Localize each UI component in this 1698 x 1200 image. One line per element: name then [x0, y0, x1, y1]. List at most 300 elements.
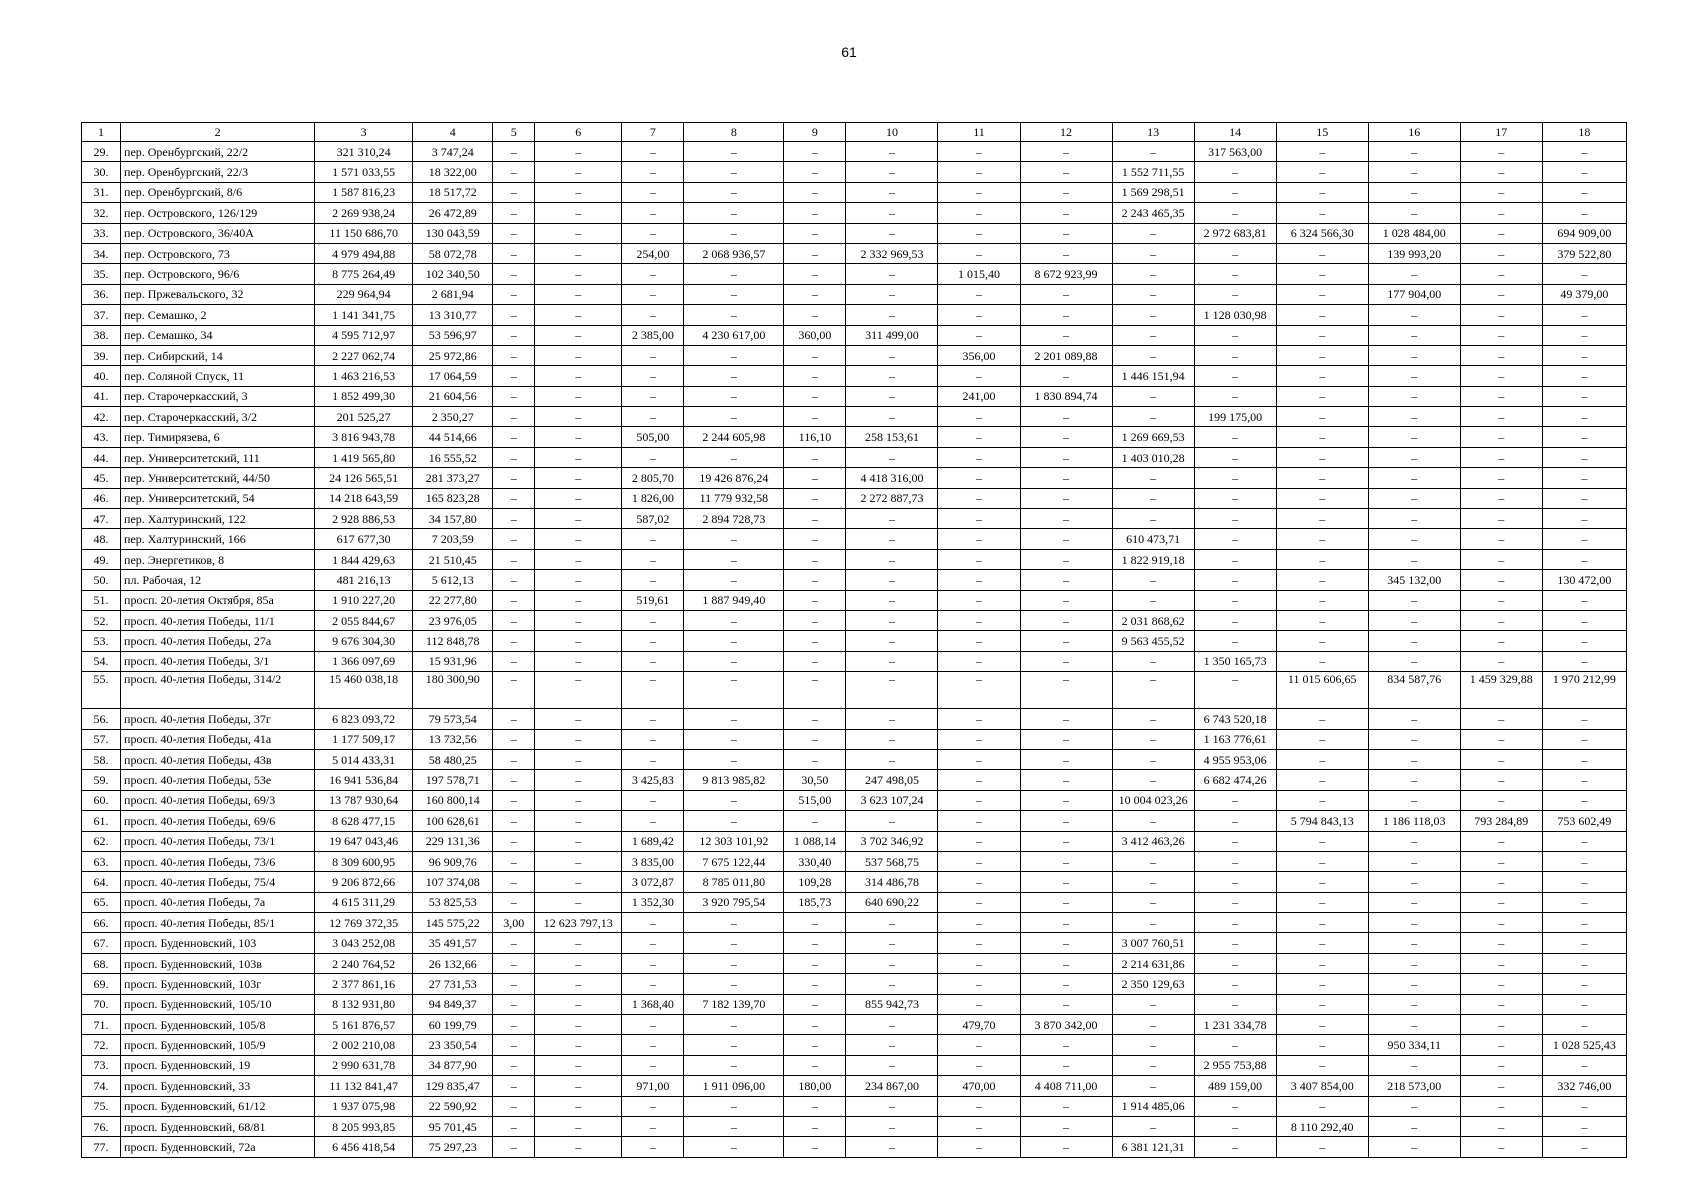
value-cell: –	[784, 994, 846, 1014]
value-cell: –	[938, 913, 1020, 933]
table-row	[82, 1015, 1627, 1035]
value-cell: 177 904,00	[1368, 284, 1460, 304]
value-cell: –	[1112, 468, 1194, 488]
value-cell: –	[784, 590, 846, 610]
value-cell: –	[493, 953, 535, 973]
value-cell: –	[493, 709, 535, 729]
value-cell: 180,00	[784, 1076, 846, 1096]
value-cell: –	[938, 953, 1020, 973]
column-header: 2	[121, 123, 315, 142]
value-cell: –	[1020, 913, 1112, 933]
table-row	[82, 305, 1627, 325]
value-cell: –	[1460, 182, 1542, 202]
address-cell: пер. Соляной Спуск, 11	[121, 366, 315, 386]
value-cell: –	[1542, 509, 1626, 529]
value-cell: –	[1194, 488, 1276, 508]
value-cell: –	[784, 631, 846, 651]
value-cell: –	[1112, 407, 1194, 427]
value-cell: 2 272 887,73	[846, 488, 938, 508]
value-cell: –	[535, 729, 622, 749]
row-number-cell: 33.	[82, 223, 121, 243]
value-cell: –	[493, 509, 535, 529]
value-cell: 3 043 252,08	[315, 933, 413, 953]
row-number-cell: 63.	[82, 851, 121, 871]
value-cell: –	[784, 729, 846, 749]
value-cell: –	[1194, 831, 1276, 851]
row-number-cell: 58.	[82, 749, 121, 769]
value-cell: 7 203,59	[413, 529, 493, 549]
value-cell: –	[622, 1116, 684, 1136]
value-cell: –	[784, 243, 846, 263]
address-cell: просп. 40-летия Победы, 41а	[121, 729, 315, 749]
value-cell: 332 746,00	[1542, 1076, 1626, 1096]
value-cell: –	[938, 872, 1020, 892]
value-cell: 515,00	[784, 790, 846, 810]
value-cell: 130 043,59	[413, 223, 493, 243]
value-cell: –	[535, 1035, 622, 1055]
table-row	[82, 892, 1627, 912]
value-cell: –	[1020, 974, 1112, 994]
value-cell: –	[493, 570, 535, 590]
row-number-cell: 70.	[82, 994, 121, 1014]
table-row	[82, 994, 1627, 1014]
value-cell: –	[1276, 427, 1368, 447]
value-cell: –	[784, 953, 846, 973]
value-cell: –	[784, 1116, 846, 1136]
row-number-cell: 73.	[82, 1055, 121, 1075]
value-cell: 34 157,80	[413, 509, 493, 529]
value-cell: –	[1020, 933, 1112, 953]
column-header: 4	[413, 123, 493, 142]
value-cell: –	[1020, 407, 1112, 427]
table-row	[82, 974, 1627, 994]
value-cell: 229 964,94	[315, 284, 413, 304]
value-cell: 1 571 033,55	[315, 162, 413, 182]
value-cell: –	[1020, 325, 1112, 345]
value-cell: –	[622, 709, 684, 729]
value-cell: –	[1368, 831, 1460, 851]
value-cell: –	[1460, 770, 1542, 790]
value-cell: 356,00	[938, 345, 1020, 365]
value-cell: –	[1112, 709, 1194, 729]
value-cell: –	[493, 1015, 535, 1035]
value-cell: 2 350 129,63	[1112, 974, 1194, 994]
value-cell: –	[1460, 610, 1542, 630]
value-cell: –	[1542, 162, 1626, 182]
value-cell: –	[493, 811, 535, 831]
value-cell: –	[535, 142, 622, 162]
value-cell: –	[784, 749, 846, 769]
value-cell: –	[535, 1096, 622, 1116]
table-row	[82, 590, 1627, 610]
value-cell: –	[1460, 590, 1542, 610]
value-cell: –	[938, 142, 1020, 162]
value-cell: –	[493, 994, 535, 1014]
value-cell: –	[1542, 974, 1626, 994]
value-cell: 1 911 096,00	[684, 1076, 784, 1096]
address-cell: просп. 40-летия Победы, 37г	[121, 709, 315, 729]
value-cell: –	[622, 953, 684, 973]
value-cell: –	[1194, 610, 1276, 630]
value-cell: –	[784, 447, 846, 467]
value-cell: –	[1368, 468, 1460, 488]
value-cell: –	[1194, 509, 1276, 529]
value-cell: 8 775 264,49	[315, 264, 413, 284]
table-row	[82, 749, 1627, 769]
value-cell: 1 826,00	[622, 488, 684, 508]
value-cell: –	[1460, 142, 1542, 162]
value-cell: –	[535, 243, 622, 263]
value-cell: –	[1542, 851, 1626, 871]
table-row	[82, 770, 1627, 790]
address-cell: просп. 40-летия Победы, 69/3	[121, 790, 315, 810]
address-cell: просп. Буденновский, 105/9	[121, 1035, 315, 1055]
value-cell: –	[493, 407, 535, 427]
value-cell: –	[1020, 468, 1112, 488]
address-cell: пер. Островского, 73	[121, 243, 315, 263]
table-row	[82, 651, 1627, 671]
row-number-cell: 34.	[82, 243, 121, 263]
value-cell: 1 569 298,51	[1112, 182, 1194, 202]
value-cell: –	[1542, 790, 1626, 810]
value-cell: –	[938, 851, 1020, 871]
value-cell: –	[846, 366, 938, 386]
value-cell: –	[535, 427, 622, 447]
value-cell: –	[1542, 549, 1626, 569]
value-cell: –	[1460, 468, 1542, 488]
value-cell: –	[1194, 672, 1276, 709]
value-cell: –	[535, 407, 622, 427]
value-cell: –	[535, 386, 622, 406]
value-cell: –	[1368, 203, 1460, 223]
value-cell: –	[1542, 651, 1626, 671]
value-cell: –	[1460, 305, 1542, 325]
value-cell: –	[622, 631, 684, 651]
value-cell: –	[1112, 913, 1194, 933]
value-cell: –	[1112, 590, 1194, 610]
value-cell: –	[535, 994, 622, 1014]
table-row	[82, 1137, 1627, 1157]
value-cell: –	[1020, 284, 1112, 304]
value-cell: –	[622, 203, 684, 223]
value-cell: –	[1194, 1096, 1276, 1116]
value-cell: 10 004 023,26	[1112, 790, 1194, 810]
value-cell: –	[784, 264, 846, 284]
value-cell: –	[1460, 974, 1542, 994]
value-cell: 11 779 932,58	[684, 488, 784, 508]
value-cell: –	[493, 284, 535, 304]
value-cell: –	[846, 162, 938, 182]
value-cell: 587,02	[622, 509, 684, 529]
value-cell: –	[535, 570, 622, 590]
value-cell: –	[535, 590, 622, 610]
value-cell: –	[1276, 529, 1368, 549]
value-cell: –	[1112, 1035, 1194, 1055]
table-row	[82, 953, 1627, 973]
table-row	[82, 142, 1627, 162]
value-cell: –	[1020, 994, 1112, 1014]
value-cell: –	[1460, 749, 1542, 769]
value-cell: –	[1276, 851, 1368, 871]
value-cell: –	[1020, 892, 1112, 912]
row-number-cell: 39.	[82, 345, 121, 365]
value-cell: 247 498,05	[846, 770, 938, 790]
value-cell: 1 368,40	[622, 994, 684, 1014]
value-cell: –	[493, 610, 535, 630]
value-cell: –	[938, 994, 1020, 1014]
address-cell: пер. Старочеркасский, 3/2	[121, 407, 315, 427]
value-cell: –	[1368, 325, 1460, 345]
value-cell: –	[1368, 590, 1460, 610]
value-cell: –	[1020, 651, 1112, 671]
table-row	[82, 610, 1627, 630]
value-cell: –	[1112, 770, 1194, 790]
address-cell: пер. Семашко, 2	[121, 305, 315, 325]
value-cell: –	[784, 933, 846, 953]
value-cell: 793 284,89	[1460, 811, 1542, 831]
value-cell: 58 480,25	[413, 749, 493, 769]
value-cell: 12 769 372,35	[315, 913, 413, 933]
address-cell: просп. Буденновский, 72а	[121, 1137, 315, 1157]
value-cell: –	[784, 182, 846, 202]
address-cell: просп. Буденновский, 33	[121, 1076, 315, 1096]
value-cell: –	[535, 325, 622, 345]
value-cell: –	[535, 1137, 622, 1157]
value-cell: 505,00	[622, 427, 684, 447]
value-cell: –	[684, 953, 784, 973]
value-cell: –	[784, 974, 846, 994]
value-cell: –	[1276, 509, 1368, 529]
address-cell: просп. 20-летия Октября, 85а	[121, 590, 315, 610]
value-cell: 321 310,24	[315, 142, 413, 162]
row-number-cell: 69.	[82, 974, 121, 994]
column-header: 8	[684, 123, 784, 142]
value-cell: –	[846, 509, 938, 529]
value-cell: 1 887 949,40	[684, 590, 784, 610]
value-cell: –	[493, 549, 535, 569]
value-cell: 8 628 477,15	[315, 811, 413, 831]
value-cell: 4 955 953,06	[1194, 749, 1276, 769]
value-cell: 6 324 566,30	[1276, 223, 1368, 243]
value-cell: –	[684, 264, 784, 284]
value-cell: –	[1460, 284, 1542, 304]
value-cell: –	[938, 709, 1020, 729]
table-row	[82, 913, 1627, 933]
value-cell: –	[622, 1096, 684, 1116]
value-cell: –	[1276, 243, 1368, 263]
value-cell: –	[622, 1137, 684, 1157]
value-cell: –	[1368, 851, 1460, 871]
value-cell: –	[1020, 182, 1112, 202]
value-cell: 753 602,49	[1542, 811, 1626, 831]
value-cell: –	[684, 1035, 784, 1055]
value-cell: –	[1020, 749, 1112, 769]
value-cell: –	[1020, 549, 1112, 569]
table-row	[82, 468, 1627, 488]
value-cell: –	[1460, 162, 1542, 182]
column-header: 12	[1020, 123, 1112, 142]
value-cell: –	[1112, 1015, 1194, 1035]
value-cell: –	[784, 811, 846, 831]
value-cell: –	[622, 447, 684, 467]
address-cell: просп. 40-летия Победы, 85/1	[121, 913, 315, 933]
value-cell: 1 163 776,61	[1194, 729, 1276, 749]
value-cell: 234 867,00	[846, 1076, 938, 1096]
value-cell: –	[784, 203, 846, 223]
value-cell: –	[1276, 770, 1368, 790]
table-row	[82, 509, 1627, 529]
value-cell: –	[938, 672, 1020, 709]
value-cell: –	[1368, 610, 1460, 630]
value-cell: –	[1276, 1015, 1368, 1035]
table-row	[82, 851, 1627, 871]
value-cell: 16 941 536,84	[315, 770, 413, 790]
value-cell: –	[535, 264, 622, 284]
value-cell: 3 072,87	[622, 872, 684, 892]
table-row	[82, 570, 1627, 590]
table-row	[82, 345, 1627, 365]
value-cell: 116,10	[784, 427, 846, 447]
value-cell: –	[1276, 1096, 1368, 1116]
value-cell: 44 514,66	[413, 427, 493, 447]
value-cell: –	[784, 651, 846, 671]
value-cell: 2 227 062,74	[315, 345, 413, 365]
value-cell: 2 377 861,16	[315, 974, 413, 994]
value-cell: 314 486,78	[846, 872, 938, 892]
value-cell: –	[846, 933, 938, 953]
value-cell: –	[1276, 284, 1368, 304]
value-cell: –	[1368, 709, 1460, 729]
value-cell: –	[1460, 1096, 1542, 1116]
value-cell: –	[1112, 892, 1194, 912]
value-cell: 129 835,47	[413, 1076, 493, 1096]
value-cell: –	[1276, 366, 1368, 386]
address-cell: пер. Семашко, 34	[121, 325, 315, 345]
value-cell: –	[622, 1055, 684, 1075]
value-cell: –	[535, 851, 622, 871]
value-cell: –	[784, 570, 846, 590]
value-cell: –	[1194, 590, 1276, 610]
value-cell: –	[1460, 549, 1542, 569]
value-cell: –	[1020, 672, 1112, 709]
value-cell: –	[1020, 851, 1112, 871]
value-cell: –	[1276, 468, 1368, 488]
value-cell: –	[535, 709, 622, 729]
value-cell: 241,00	[938, 386, 1020, 406]
value-cell: –	[1194, 872, 1276, 892]
row-number-cell: 42.	[82, 407, 121, 427]
value-cell: 489 159,00	[1194, 1076, 1276, 1096]
value-cell: –	[1368, 488, 1460, 508]
value-cell: –	[938, 284, 1020, 304]
value-cell: 139 993,20	[1368, 243, 1460, 263]
value-cell: –	[1460, 953, 1542, 973]
value-cell: 1 689,42	[622, 831, 684, 851]
value-cell: –	[1368, 345, 1460, 365]
value-cell: –	[846, 672, 938, 709]
value-cell: 2 681,94	[413, 284, 493, 304]
value-cell: –	[1112, 386, 1194, 406]
value-cell: –	[1276, 345, 1368, 365]
value-cell: –	[1020, 366, 1112, 386]
value-cell: –	[846, 549, 938, 569]
value-cell: 26 472,89	[413, 203, 493, 223]
table-row	[82, 790, 1627, 810]
address-cell: просп. Буденновский, 68/81	[121, 1116, 315, 1136]
value-cell: 1 459 329,88	[1460, 672, 1542, 709]
value-cell: –	[846, 386, 938, 406]
value-cell: –	[1368, 509, 1460, 529]
value-cell: –	[938, 162, 1020, 182]
value-cell: –	[938, 831, 1020, 851]
value-cell: 6 381 121,31	[1112, 1137, 1194, 1157]
value-cell: –	[1276, 709, 1368, 729]
value-cell: –	[1112, 1116, 1194, 1136]
value-cell: –	[1112, 672, 1194, 709]
value-cell: –	[1368, 407, 1460, 427]
value-cell: 11 132 841,47	[315, 1076, 413, 1096]
value-cell: –	[493, 182, 535, 202]
value-cell: –	[493, 651, 535, 671]
value-cell: 537 568,75	[846, 851, 938, 871]
value-cell: –	[1542, 1137, 1626, 1157]
value-cell: 16 555,52	[413, 447, 493, 467]
address-cell: просп. 40-летия Победы, 314/2	[121, 672, 315, 709]
value-cell: –	[1368, 427, 1460, 447]
value-cell: –	[1460, 872, 1542, 892]
value-cell: –	[1368, 386, 1460, 406]
value-cell: –	[846, 447, 938, 467]
row-number-cell: 60.	[82, 790, 121, 810]
table-row	[82, 366, 1627, 386]
value-cell: –	[938, 223, 1020, 243]
value-cell: –	[1276, 953, 1368, 973]
value-cell: –	[1194, 933, 1276, 953]
address-cell: просп. Буденновский, 19	[121, 1055, 315, 1075]
value-cell: –	[938, 1116, 1020, 1136]
row-number-cell: 46.	[82, 488, 121, 508]
value-cell: –	[535, 223, 622, 243]
table-row	[82, 386, 1627, 406]
value-cell: –	[846, 913, 938, 933]
value-cell: 8 132 931,80	[315, 994, 413, 1014]
value-cell: –	[938, 610, 1020, 630]
value-cell: 8 309 600,95	[315, 851, 413, 871]
value-cell: 199 175,00	[1194, 407, 1276, 427]
address-cell: просп. Буденновский, 103г	[121, 974, 315, 994]
value-cell: –	[1020, 1096, 1112, 1116]
value-cell: 3 747,24	[413, 142, 493, 162]
value-cell: –	[1020, 953, 1112, 973]
address-cell: просп. 40-летия Победы, 73/6	[121, 851, 315, 871]
value-cell: –	[1368, 549, 1460, 569]
value-cell: –	[1194, 851, 1276, 871]
value-cell: –	[938, 933, 1020, 953]
value-cell: –	[1020, 709, 1112, 729]
value-cell: 2 068 936,57	[684, 243, 784, 263]
value-cell: 1 128 030,98	[1194, 305, 1276, 325]
data-table	[81, 122, 1627, 1158]
value-cell: 2 240 764,52	[315, 953, 413, 973]
value-cell: –	[535, 549, 622, 569]
value-cell: –	[1112, 994, 1194, 1014]
value-cell: –	[1368, 1096, 1460, 1116]
table-row	[82, 488, 1627, 508]
value-cell: –	[684, 749, 784, 769]
table-row	[82, 1055, 1627, 1075]
value-cell: –	[535, 631, 622, 651]
row-number-cell: 76.	[82, 1116, 121, 1136]
